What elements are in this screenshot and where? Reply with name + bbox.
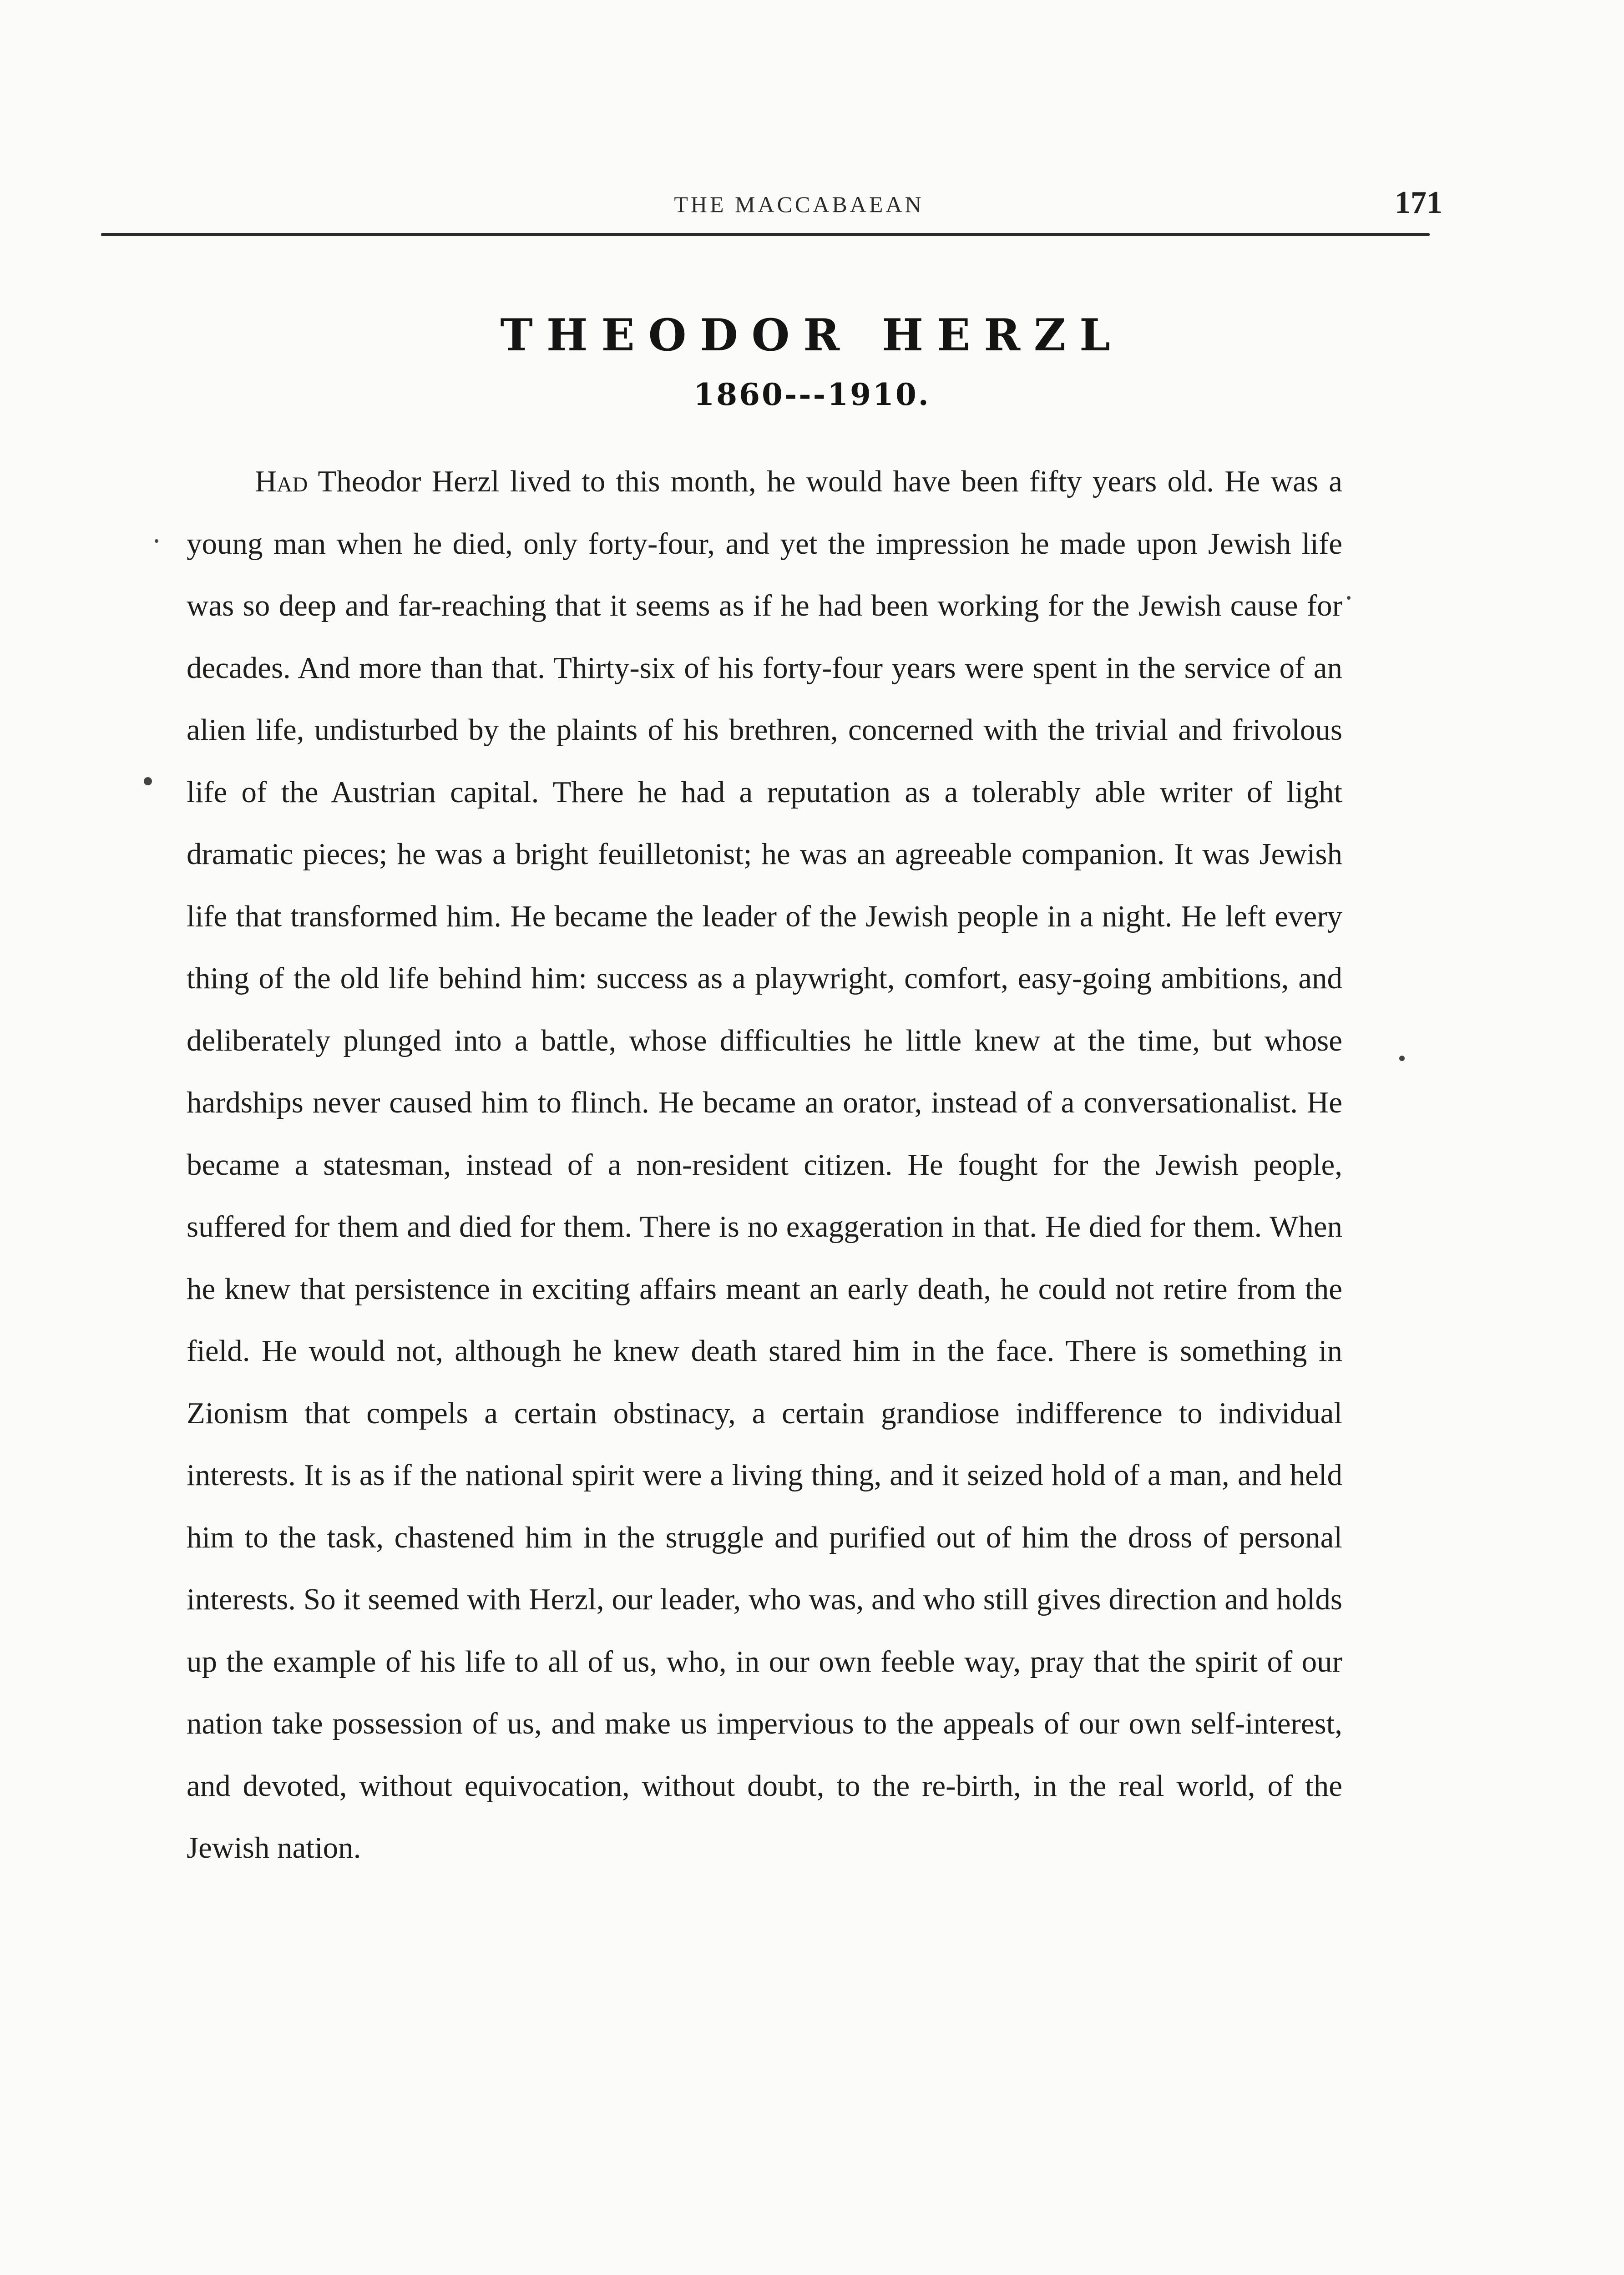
scan-speck	[155, 539, 158, 543]
page-number: 171	[1395, 185, 1442, 220]
drop-word: Had	[255, 465, 308, 498]
scan-speck	[144, 777, 152, 785]
header-rule	[101, 233, 1430, 236]
article-body	[187, 450, 1342, 1879]
article-title: THEODOR HERZL	[500, 309, 1124, 361]
scan-speck	[1347, 596, 1351, 600]
scan-speck	[1399, 1056, 1405, 1061]
article-dates: 1860---1910.	[693, 377, 931, 412]
running-head	[0, 185, 1624, 223]
journal-title: THE MACCABAEAN	[674, 192, 924, 217]
article-paragraph	[187, 450, 1342, 1879]
paragraph-text: Theodor Herzl lived to this month, he would have been fifty years old. He was a young man when he died, only forty-four, and yet the impression he made upon Jewish life was so deep and far-reaching that it seems as if he had been working for the Jewish cause for decades. And more than that. Thirty-six of his forty-four years were spent in the service of an alien life, undisturbed by the plaints of his brethren, concerned with the trivial and frivolous life of the Austrian capital. There he had a reputation as a tolerably able writer of light dramatic pieces; he was a bright feuilletonist; he was an agreeable companion. It was Jewish life that transformed him. He became the leader of the Jewish people in a night. He left every thing of the old life behind him: success as a playwright, comfort, easy-going ambitions, and deliberately plunged into a battle, whose difficulties he little knew at the time, but whose hardships never caused him to flinch. He became an orator, instead of a conversationalist. He became a statesman, instead of a non-resident citizen. He fought for the Jewish people, suffered for them and died for them. There is no exaggeration in that. He died for them. When he knew that persistence in exciting affairs meant an early death, he could not retire from the field. He would not, although he knew death stared him in the face. There is something in Zionism that compels a certain obstinacy, a certain grandiose indifference to individual interests. It is as if the national spirit were a living thing, and it seized hold of a man, and held him to the task, chastened him in the struggle and purified out of him the dross of personal interests. So it seemed with Herzl, our leader, who was, and who still gives direction and holds up the example of his life to all of us, who, in our own feeble way, pray that the spirit of our nation take possession of us, and make us impervious to the appeals of our own self-interest, and devoted, without equivocation, without doubt, to the re-birth, in the real world, of the Jewish nation.	[187, 465, 1343, 1865]
